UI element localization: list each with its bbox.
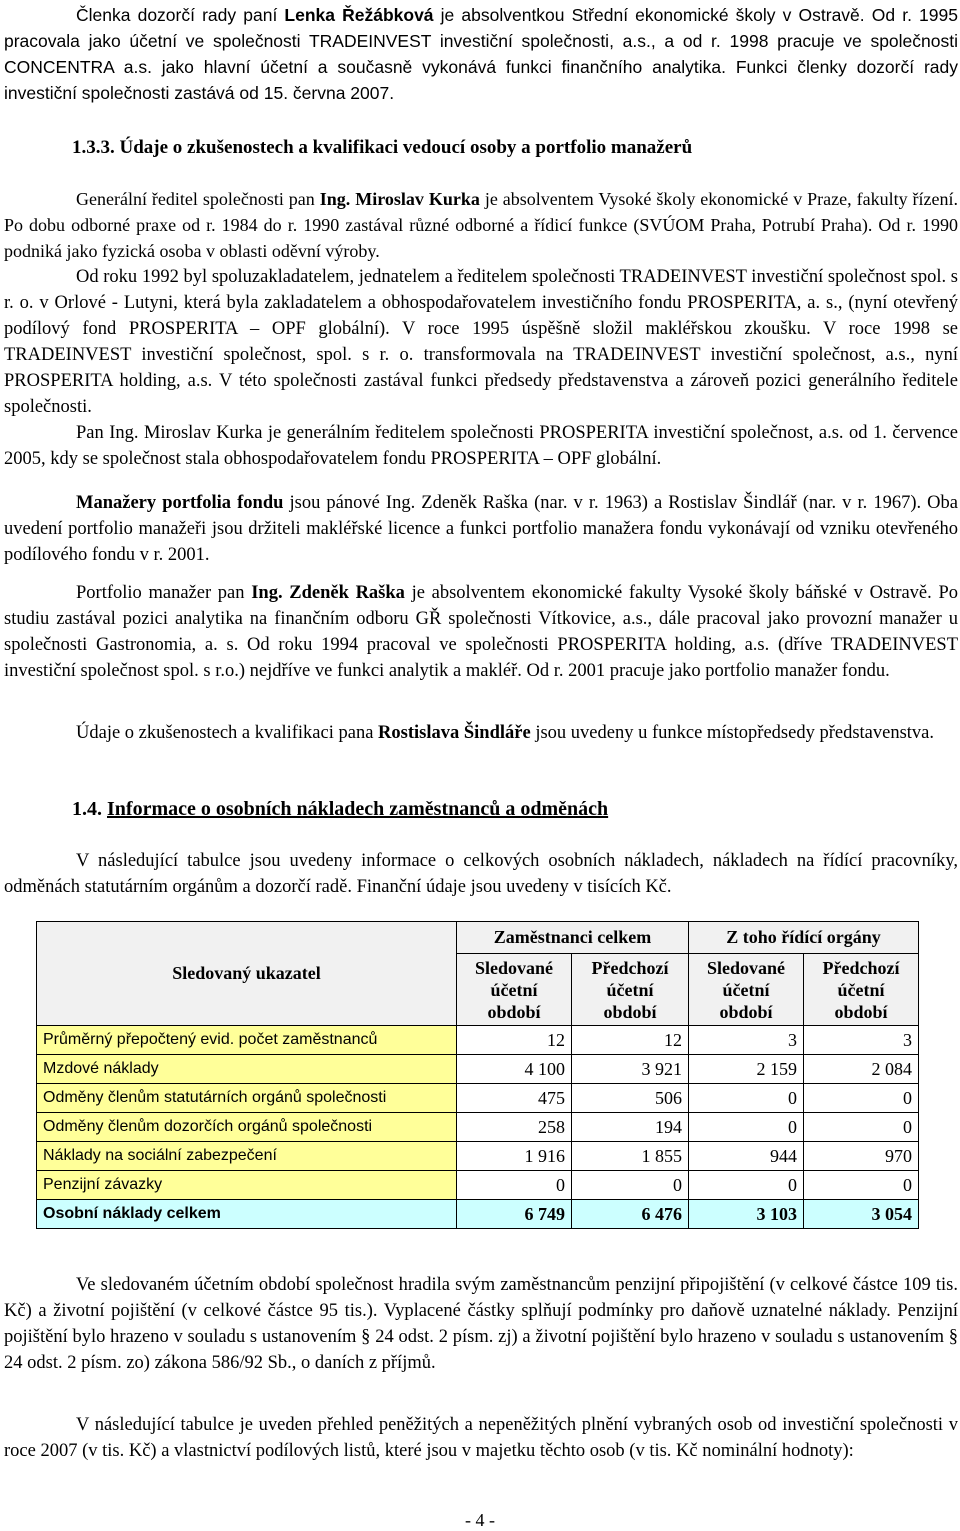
person-name: Ing. Miroslav Kurka — [319, 189, 480, 209]
text: Údaje o zkušenostech a kvalifikaci pana — [76, 723, 379, 743]
header-prior-period: Předchozí účetní období — [572, 954, 689, 1026]
cell-value: 0 — [804, 1084, 919, 1113]
text: Od roku 1992 byl spoluzakladatelem, jednatelem a ředitelem společnosti TRADEINVEST investiční společnost spol. s r. o. v Orlové - Lutyni, která byla zakladatelem a obhospodařovatelem investičního fondu PROSPERITA, a. s., (nyní otevřený podílový fond PROSPERITA – OPF globální). V roce 1995 úspěšně složil makléřskou zkoušku. V roce 1998 se TRADEINVEST investiční společnost, spol. s r. o. transformovala na TRADEINVEST investiční společnost, a.s., nyní PROSPERITA holding, a.s. V této společnosti zastával funkci předsedy představenstva a zároveň pozici generálního ředitele společnosti. — [4, 267, 958, 417]
cell-value: 970 — [804, 1142, 919, 1171]
cell-value: 0 — [689, 1113, 804, 1142]
cell-value: 12 — [572, 1026, 689, 1055]
page-number: - 4 - — [465, 1510, 495, 1530]
table-row — [37, 1142, 919, 1171]
row-label: Penzijní závazky — [37, 1171, 457, 1200]
header-indicator: Sledovaný ukazatel — [37, 922, 457, 1026]
cell-value: 506 — [572, 1084, 689, 1113]
paragraph-table-intro — [4, 848, 958, 900]
paragraph-career — [4, 264, 958, 420]
row-label: Osobní náklady celkem — [37, 1200, 457, 1229]
text: V následující tabulce je uveden přehled peněžitých a nepeněžitých plnění vybraných osob od investiční společnosti v roce 2007 (v tis. Kč) a vlastnictví podílových listů, které jsou v majetku těchto osob (v tis. Kč nominální hodnoty): — [4, 1415, 958, 1461]
person-name: Rostislava Šindláře — [378, 723, 531, 743]
cell-value: 194 — [572, 1113, 689, 1142]
text: je absolventkou Střední ekonomické školy v Ostravě. Od r. 1995 pracovala jako účetní ve společnosti TRADEINVEST investiční společnosti, a.s., a od r. 1998 pracuje ve společnosti CONCENTRA a.s. jako hlavní účetní a současně vykonává funkci finančního analytika. Funkci členky dozorčí rady investiční společnosti zastává od 15. června 2007. — [4, 5, 958, 103]
bold-term: Manažery portfolia fondu — [76, 493, 284, 513]
cell-value: 12 — [457, 1026, 572, 1055]
header-current-period: Sledované účetní období — [457, 954, 572, 1026]
text: Ve sledovaném účetním období společnost hradila svým zaměstnancům penzijní připojištění (v celkové částce 109 tis. Kč) a životní pojištění (v celkové částce 95 tis.). Vyplacené částky splňují podmínky pro daňově uznatelné náklady. Penzijní pojištění bylo hrazeno v souladu s ustanovením § 24 odst. 2 písm. zj) a životní pojištění bylo hrazeno v souladu s ustanovením § 24 odst. 2 písm. zo) zákona 586/92 Sb., o daních z příjmů. — [4, 1275, 958, 1373]
header-management: Z toho řídící orgány — [689, 922, 919, 954]
cell-value: 3 103 — [689, 1200, 804, 1229]
table-row — [37, 1171, 919, 1200]
cell-value: 2 159 — [689, 1055, 804, 1084]
header-current-period: Sledované účetní období — [689, 954, 804, 1026]
table-row — [37, 1113, 919, 1142]
row-label: Odměny členům statutárních orgánů společnosti — [37, 1084, 457, 1113]
cell-value: 258 — [457, 1113, 572, 1142]
table-row — [37, 1026, 919, 1055]
header-employees-total: Zaměstnanci celkem — [457, 922, 689, 954]
section-heading-1-3-3: 1.3.3. Údaje o zkušenostech a kvalifikaci vedoucí osoby a portfolio manažerů — [72, 137, 693, 158]
cell-value: 3 054 — [804, 1200, 919, 1229]
cell-value: 3 921 — [572, 1055, 689, 1084]
text: Portfolio manažer pan — [76, 583, 252, 603]
text: jsou uvedeny u funkce místopředsedy představenstva. — [530, 723, 935, 743]
cell-value: 3 — [804, 1026, 919, 1055]
text: jsou pánové Ing. Zdeněk Raška (nar. v r. 1963) a Rostislav Šindlář (nar. v r. 1967). Oba uvedení portfolio manažeři jsou držiteli makléřské licence a funkci portfolio manažera fondu vykonávají od vzniku otevřeného podílového fondu v r. 2001. — [4, 493, 959, 565]
paragraph-portfolio-managers — [4, 490, 958, 568]
table-header-row — [37, 922, 919, 954]
cell-value: 0 — [689, 1084, 804, 1113]
text: je absolventem ekonomické fakulty Vysoké školy báňské v Ostravě. Po studiu zastával pozici analytika na finančním odboru GŘ společnosti Vítkovice, a.s., dále pracoval jako provozní manažer u společnosti Gastronomia, a. s. Od roku 1994 pracoval ve společnosti PROSPERITA holding, a.s. (dříve TRADEINVEST investiční společnost spol. s r.o.) nejdříve ve funkci analytik a makléř. Od r. 2001 pracuje jako portfolio manažer fondu. — [4, 583, 958, 681]
text: Informace o osobních nákladech zaměstnanců a odměnách — [107, 798, 609, 820]
paragraph-ceo-prosperita — [4, 420, 958, 472]
text: 1.4. — [72, 798, 102, 820]
cell-value: 0 — [804, 1113, 919, 1142]
cell-value: 0 — [572, 1171, 689, 1200]
row-label: Odměny členům dozorčích orgánů společnosti — [37, 1113, 457, 1142]
paragraph-raska — [4, 580, 958, 684]
cell-value: 6 476 — [572, 1200, 689, 1229]
personnel-costs-table — [36, 921, 919, 1229]
cell-value: 1 855 — [572, 1142, 689, 1171]
person-name: Ing. Zdeněk Raška — [251, 583, 405, 603]
text: Pan Ing. Miroslav Kurka je generálním ředitelem společnosti PROSPERITA investiční společnost, a.s. od 1. července 2005, kdy se společnost stala obhospodařovatelem fondu PROSPERITA – OPF globální. — [4, 423, 958, 469]
cell-value: 0 — [689, 1171, 804, 1200]
text: Členka dozorčí rady paní — [76, 5, 285, 25]
cell-value: 0 — [457, 1171, 572, 1200]
paragraph-generalni-reditel — [4, 186, 958, 264]
person-name: Lenka Řežábková — [284, 5, 434, 25]
cell-value: 0 — [804, 1171, 919, 1200]
table-row — [37, 1084, 919, 1113]
paragraph-dozorci-rada — [4, 2, 958, 106]
row-label: Průměrný přepočtený evid. počet zaměstnanců — [37, 1026, 457, 1055]
table-row — [37, 1055, 919, 1084]
table-row-total — [37, 1200, 919, 1229]
paragraph-next-table-intro — [4, 1412, 958, 1464]
text: Generální ředitel společnosti pan — [76, 189, 320, 209]
section-heading-1-4 — [72, 798, 608, 821]
row-label: Mzdové náklady — [37, 1055, 457, 1084]
header-prior-period: Předchozí účetní období — [804, 954, 919, 1026]
cell-value: 1 916 — [457, 1142, 572, 1171]
text: V následující tabulce jsou uvedeny informace o celkových osobních nákladech, nákladech na řídící pracovníky, odměnách statutárním orgánům a dozorčí radě. Finanční údaje jsou uvedeny v tisících Kč. — [4, 851, 958, 897]
row-label: Náklady na sociální zabezpečení — [37, 1142, 457, 1171]
cell-value: 3 — [689, 1026, 804, 1055]
cell-value: 475 — [457, 1084, 572, 1113]
paragraph-sindlar — [4, 720, 958, 746]
cell-value: 4 100 — [457, 1055, 572, 1084]
cell-value: 6 749 — [457, 1200, 572, 1229]
cell-value: 2 084 — [804, 1055, 919, 1084]
text: je absolventem Vysoké školy ekonomické v Praze, fakulty řízení. Po dobu odborné praxe od r. 1984 do r. 1990 zastával různé odborné a řídicí funkce (SVÚOM Praha, Potrubí Praha). Od r. 1990 podniká jako fyzická osoba v oblasti oděvní výroby. — [4, 189, 959, 261]
paragraph-pension-insurance — [4, 1272, 958, 1376]
cell-value: 944 — [689, 1142, 804, 1171]
